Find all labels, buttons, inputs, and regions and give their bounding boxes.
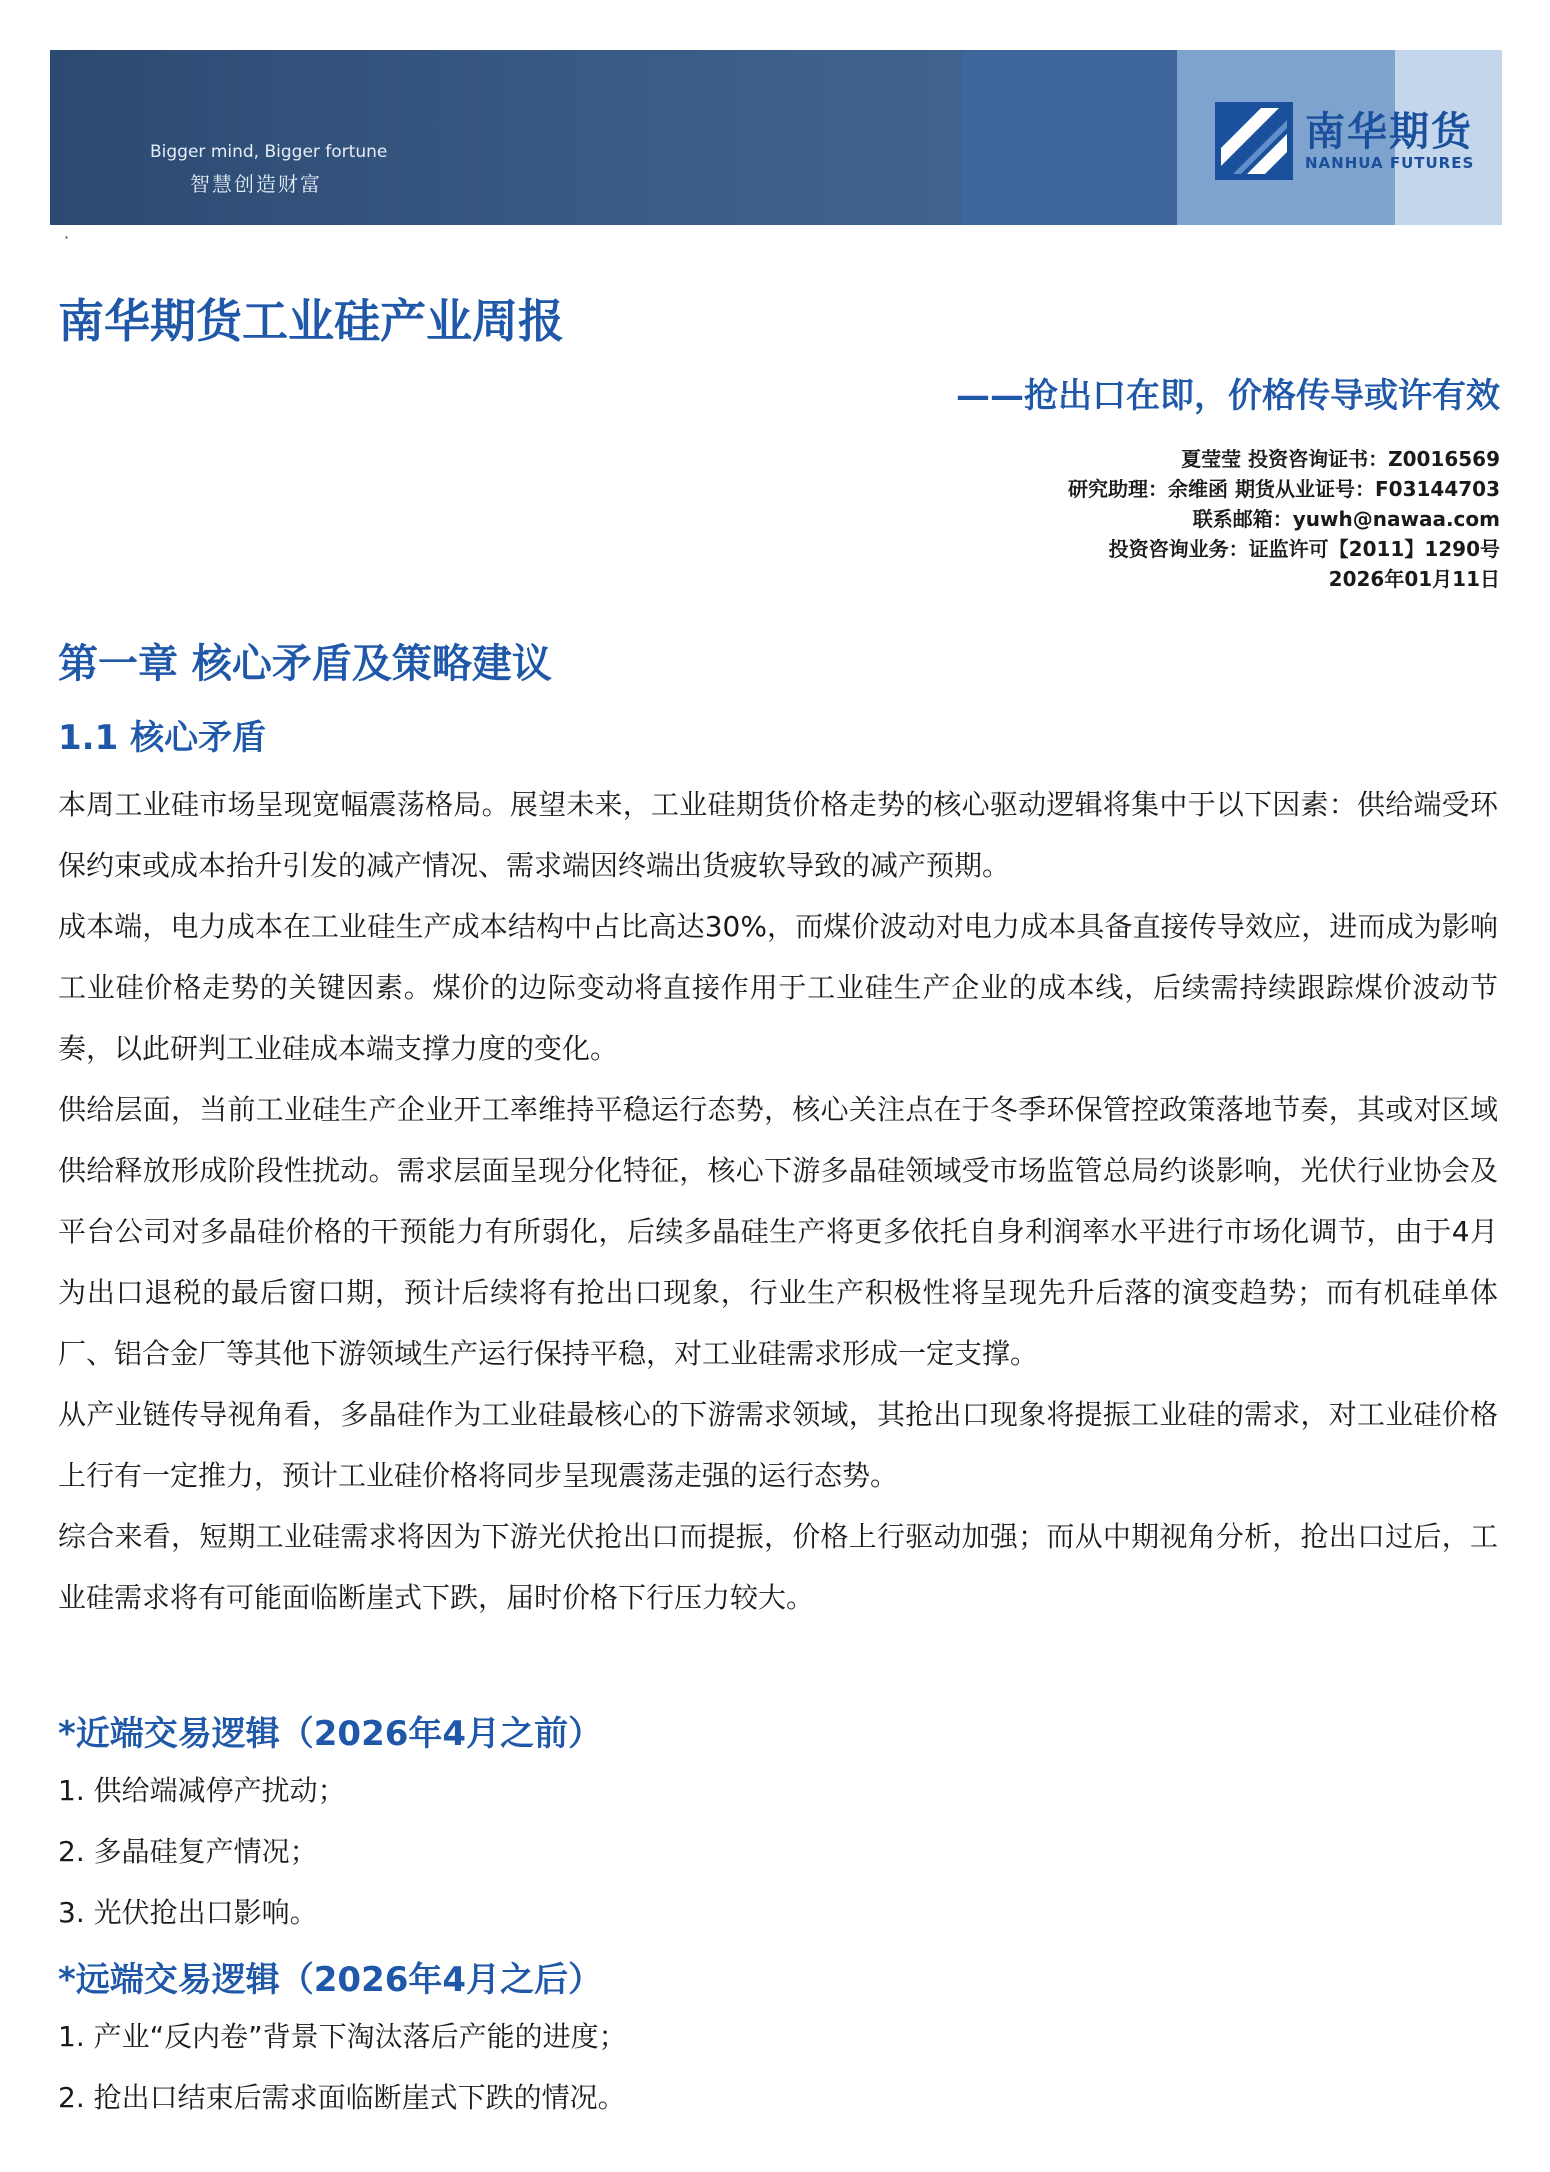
near-term-heading: *近端交易逻辑（2026年4月之前） [58,1714,603,1754]
list-item: 2. 抢出口结束后需求面临断崖式下跌的情况。 [58,2081,626,2114]
banner-panel [962,50,1177,225]
far-term-heading: *远端交易逻辑（2026年4月之后） [58,1960,603,2000]
far-term-list [58,2006,627,2128]
logo-text-chinese: 南华期货 [1305,109,1473,155]
header-banner [50,50,1502,225]
chapter-heading: 第一章 核心矛盾及策略建议 [58,641,552,687]
body-text [58,774,1498,1628]
email-line: 联系邮箱：yuwh@nawaa.com [1192,507,1500,531]
list-item: 1. 供给端减停产扰动； [58,1774,346,1807]
paragraph: 综合来看，短期工业硅需求将因为下游光伏抢出口而提振，价格上行驱动加强；而从中期视角分析，抢出口过后，工业硅需求将有可能面临断崖式下跌，届时价格下行压力较大。 [58,1520,1498,1614]
paragraph: 成本端，电力成本在工业硅生产成本结构中占比高达30%，而煤价波动对电力成本具备直接传导效应，进而成为影响工业硅价格走势的关键因素。煤价的边际变动将直接作用于工业硅生产企业的成本线，后续需持续跟踪煤价波动节奏，以此研判工业硅成本端支撑力度的变化。 [58,910,1498,1065]
report-subtitle: ——抢出口在即，价格传导或许有效 [956,376,1500,416]
page-marker: · [64,228,70,247]
near-term-list [58,1760,346,1943]
company-logo [1215,102,1474,180]
assistant-line: 研究助理：余维函 期货从业证号：F03144703 [1068,477,1500,501]
slogan-english: Bigger mind, Bigger fortune [150,142,388,162]
license-line: 投资咨询业务：证监许可【2011】1290号 [1108,537,1500,561]
logo-mark-icon [1215,102,1293,180]
slogan-chinese: 智慧创造财富 [190,172,322,196]
list-item: 3. 光伏抢出口影响。 [58,1896,318,1929]
paragraph: 从产业链传导视角看，多晶硅作为工业硅最核心的下游需求领域，其抢出口现象将提振工业硅的需求，对工业硅价格上行有一定推力，预计工业硅价格将同步呈现震荡走强的运行态势。 [58,1398,1498,1492]
list-item: 2. 多晶硅复产情况； [58,1835,318,1868]
author-info [1068,444,1500,594]
report-date: 2026年01月11日 [1328,567,1500,591]
paragraph: 供给层面，当前工业硅生产企业开工率维持平稳运行态势，核心关注点在于冬季环保管控政策落地节奏，其或对区域供给释放形成阶段性扰动。需求层面呈现分化特征，核心下游多晶硅领域受市场监管总局约谈影响，光伏行业协会及平台公司对多晶硅价格的干预能力有所弱化，后续多晶硅生产将更多依托自身利润率水平进行市场化调节，由于4月为出口退税的最后窗口期，预计后续将有抢出口现象，行业生产积极性将呈现先升后落的演变趋势；而有机硅单体厂、铝合金厂等其他下游领域生产运行保持平稳，对工业硅需求形成一定支撑。 [58,1093,1498,1370]
paragraph: 本周工业硅市场呈现宽幅震荡格局。展望未来，工业硅期货价格走势的核心驱动逻辑将集中于以下因素：供给端受环保约束或成本抬升引发的减产情况、需求端因终端出货疲软导致的减产预期。 [58,788,1498,882]
logo-text-english: NANHUA FUTURES [1305,154,1475,172]
list-item: 1. 产业“反内卷”背景下淘汰落后产能的进度； [58,2020,627,2053]
section-heading: 1.1 核心矛盾 [58,718,267,758]
report-title: 南华期货工业硅产业周报 [58,294,564,348]
analyst-line: 夏莹莹 投资咨询证书：Z0016569 [1181,447,1500,471]
